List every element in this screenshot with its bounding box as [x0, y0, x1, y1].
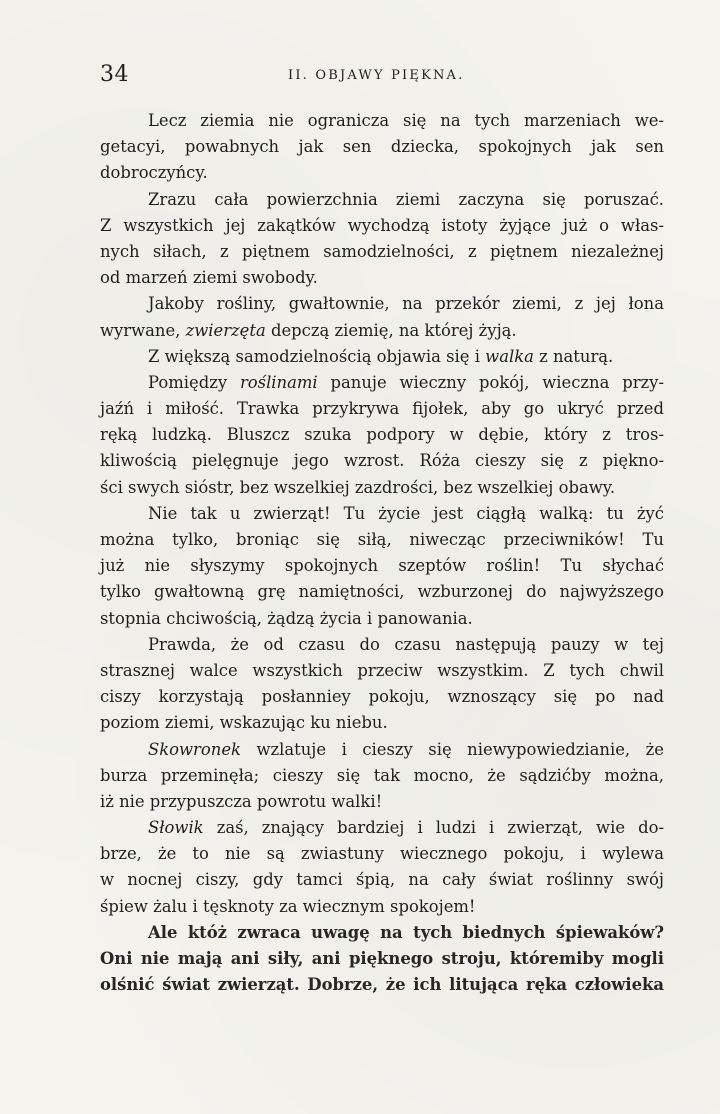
italic-term: zwierzęta — [185, 320, 266, 340]
text-run: Z wszystkich jej zakątków wychodzą istoty żyjące już o włas- — [100, 215, 664, 235]
text-run: strasznej walce wszystkich przeciw wszystkim. Z tych chwil — [100, 660, 664, 680]
text-line — [100, 422, 664, 448]
text-run: nych siłach, z piętnem samodzielności, z piętnem niezależnej — [100, 241, 664, 261]
text-run: można tylko, broniąc się siłą, niwecząc przeciwników! Tu — [100, 530, 664, 549]
text-line — [100, 920, 664, 946]
text-run: kliwością pielęgnuje jego wzrost. Róża cieszy się z piękno- — [100, 451, 664, 471]
italic-term: Skowronek — [148, 739, 241, 759]
text-run: olśnić świat zwierząt. Dobrze, że ich litująca ręka człowieka — [100, 975, 664, 995]
text-run: ści swych sióstr, bez wszelkiej zazdrości, bez wszelkiej obawy. — [100, 477, 616, 497]
text-line — [100, 318, 664, 344]
text-line — [100, 841, 664, 867]
text-run: ciszy korzystają posłanniey pokoju, wznoszący się po nad — [100, 687, 664, 707]
text-run: poziom ziemi, wskazując ku niebu. — [100, 713, 388, 733]
text-line — [100, 684, 664, 710]
text-line — [100, 632, 664, 658]
text-run: śpiew żalu i tęsknoty za wiecznym spokojem! — [100, 896, 476, 916]
text-run: getacyi, powabnych jak sen dziecka, spokojnych jak sen — [100, 137, 664, 157]
text-line — [100, 737, 664, 763]
text-line — [100, 972, 664, 998]
text-run: wyrwane, — [100, 320, 186, 340]
text-run: wzlatuje i cieszy się niewypowiedzianie, że — [240, 739, 664, 759]
text-run: dobroczyńcy. — [100, 163, 208, 183]
text-line — [100, 265, 664, 291]
text-line — [100, 213, 664, 239]
text-line — [100, 815, 664, 841]
page-number: 34 — [100, 62, 129, 87]
text-run: panuje wieczny pokój, wieczna przy- — [317, 372, 664, 392]
running-head — [100, 62, 664, 92]
text-line — [100, 527, 664, 553]
text-line — [100, 789, 664, 815]
text-line — [100, 763, 664, 789]
text-run: burza przeminęła; cieszy się tak mocno, że sądzićby można, — [100, 765, 664, 785]
text-line — [100, 606, 664, 632]
text-line — [100, 553, 664, 579]
text-run: zaś, znający bardziej i ludzi i zwierząt, wie do- — [203, 818, 664, 838]
italic-term: roślinami — [239, 372, 318, 392]
text-run: Ale któż zwraca uwagę na tych biednych śpiewaków? — [148, 922, 664, 942]
text-run: od marzeń ziemi swobody. — [100, 268, 318, 288]
text-line — [100, 291, 664, 317]
text-line — [100, 501, 664, 527]
text-line — [100, 579, 664, 605]
text-line — [100, 344, 664, 370]
text-run: Nie tak u zwierząt! Tu życie jest ciągłą walką: tu żyć — [148, 503, 664, 523]
text-line — [100, 239, 664, 265]
text-line — [100, 946, 664, 972]
body-text — [100, 108, 664, 998]
text-line — [100, 894, 664, 920]
text-run: iż nie przypuszcza powrotu walki! — [100, 791, 383, 811]
text-line — [100, 370, 664, 396]
section-title: II. OBJAWY PIĘKNA. — [288, 68, 465, 83]
text-run: Prawda, że od czasu do czasu następują pauzy w tej — [148, 634, 664, 654]
italic-term: Słowik — [148, 818, 204, 838]
text-run: tylko gwałtowną grę namiętności, wzburzonej do najwyższego — [100, 582, 664, 602]
text-line — [100, 108, 664, 134]
text-run: w nocnej ciszy, gdy tamci śpią, na cały świat roślinny swój — [100, 870, 664, 890]
text-line — [100, 160, 664, 186]
text-run: ręką ludzką. Bluszcz szuka podpory w dębie, który z tros- — [100, 425, 664, 445]
text-line — [100, 134, 664, 160]
text-run: Zrazu cała powierzchnia ziemi zaczyna się poruszać. — [148, 189, 664, 209]
text-run: brze, że to nie są zwiastuny wiecznego pokoju, i wylewa — [100, 844, 664, 864]
text-line — [100, 396, 664, 422]
text-run: Oni nie mają ani siły, ani pięknego stroju, któremiby mogli — [100, 949, 664, 968]
text-line — [100, 475, 664, 501]
text-run: z naturą. — [533, 346, 614, 366]
text-line — [100, 448, 664, 474]
text-run: Z większą samodzielnością objawia się i — [148, 346, 486, 366]
text-line — [100, 867, 664, 893]
text-run: Pomiędzy — [148, 372, 240, 392]
text-run: depczą ziemię, na której żyją. — [265, 320, 517, 340]
text-run: Jakoby rośliny, gwałtownie, na przekór ziemi, z jej łona — [148, 294, 664, 314]
text-line — [100, 658, 664, 684]
text-line — [100, 710, 664, 736]
text-run: jaźń i miłość. Trawka przykrywa fijołek, aby go ukryć przed — [100, 399, 664, 419]
text-run: Lecz ziemia nie ogranicza się na tych marzeniach we- — [148, 111, 664, 130]
italic-term: walka — [485, 346, 534, 366]
text-line — [100, 187, 664, 213]
text-run: już nie słyszymy spokojnych szeptów roślin! Tu słychać — [100, 556, 664, 576]
text-run: stopnia chciwością, żądzą życia i panowania. — [100, 608, 473, 628]
